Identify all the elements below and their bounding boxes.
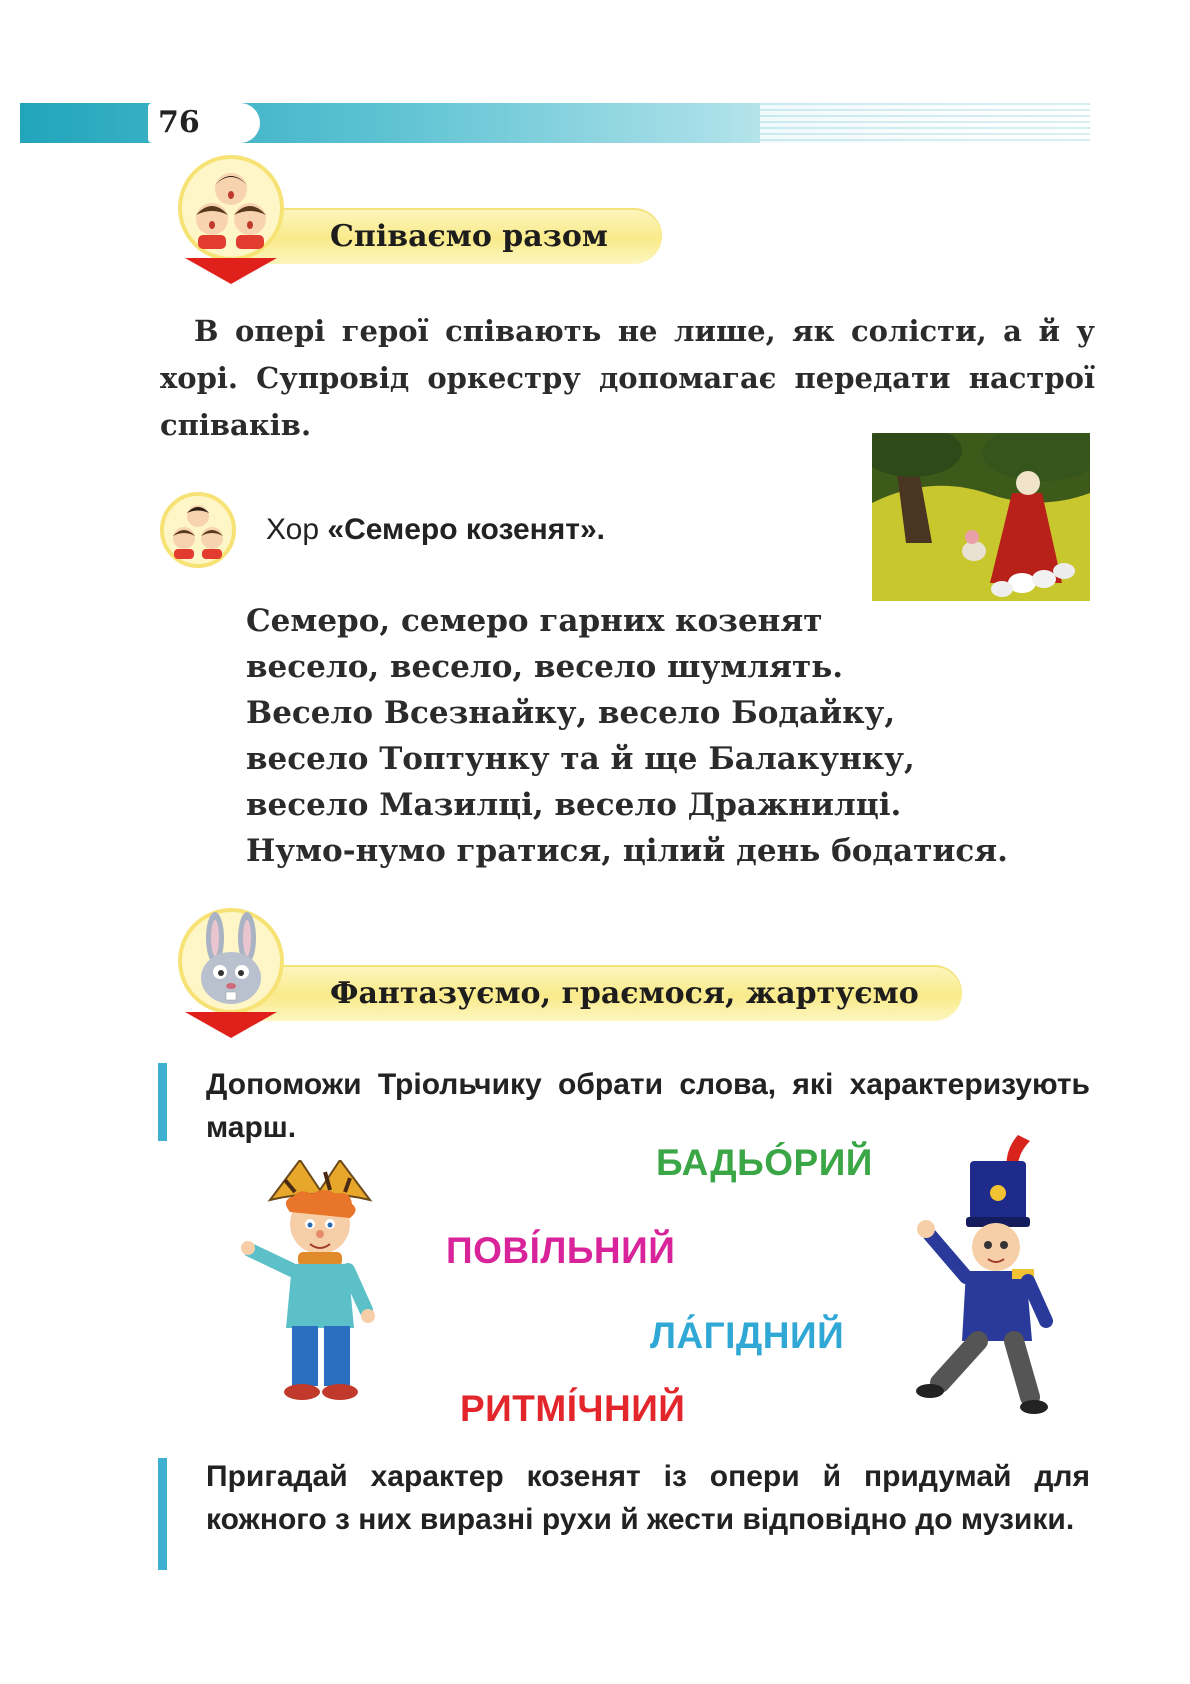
chorus-line — [266, 513, 605, 547]
poem-line: Нумо-нумо гратися, цілий день бодатися. — [246, 833, 1008, 869]
section-title-sing: Співаємо разом — [330, 219, 608, 254]
word-text: ПОВІ́ЛЬНИЙ — [446, 1230, 676, 1271]
word-option-1 — [656, 1142, 873, 1184]
section-title-fantasy: Фантазуємо, граємося, жартуємо — [330, 976, 919, 1011]
bunny-icon — [178, 908, 284, 1014]
chorus-title: «Семеро козенят». — [327, 513, 605, 546]
ribbon-red-tail — [185, 1012, 277, 1038]
word-text: ЛА́ГІДНИЙ — [650, 1315, 845, 1356]
poem-line: весело Топтунку та й ще Балакунку, — [246, 741, 915, 777]
poem-line: Семеро, семеро гарних козенят — [246, 603, 823, 639]
children-singing-icon — [178, 155, 284, 261]
jester-boy-illustration — [240, 1160, 400, 1410]
word-option-4 — [460, 1388, 685, 1430]
task-marker-bar — [158, 1063, 167, 1141]
word-option-2 — [446, 1230, 675, 1272]
soldier-boy-illustration — [900, 1135, 1060, 1420]
poem-line: весело Мазилці, весело Дражнилці. — [246, 787, 902, 823]
word-text: БАДЬÓРИЙ — [656, 1142, 873, 1183]
chorus-label: Хор — [266, 513, 328, 546]
poem-line: весело, весело, весело шумлять. — [246, 649, 844, 685]
word-text: РИТМІ́ЧНИЙ — [460, 1388, 686, 1429]
task-instruction-1: Допоможи Тріольчику обрати слова, які характеризують марш. — [206, 1068, 1090, 1144]
page-number: 76 — [148, 103, 260, 143]
intro-paragraph: В опері герої співають не лише, як солісти, а й у хорі. Супровід оркестру допомагає передати настрої співаків. — [160, 314, 1095, 442]
task-instruction-2: Пригадай характер козенят із опери й придумай для кожного з них виразні рухи й жести відповідно до музики. — [206, 1460, 1090, 1536]
goats-illustration — [872, 433, 1090, 601]
task-marker-bar — [158, 1458, 167, 1570]
poem-line: Весело Всезнайку, весело Бодайку, — [246, 695, 896, 731]
word-option-3 — [650, 1315, 844, 1357]
children-chorus-icon — [160, 492, 236, 568]
ribbon-red-tail — [185, 258, 277, 284]
poem — [246, 598, 1008, 874]
